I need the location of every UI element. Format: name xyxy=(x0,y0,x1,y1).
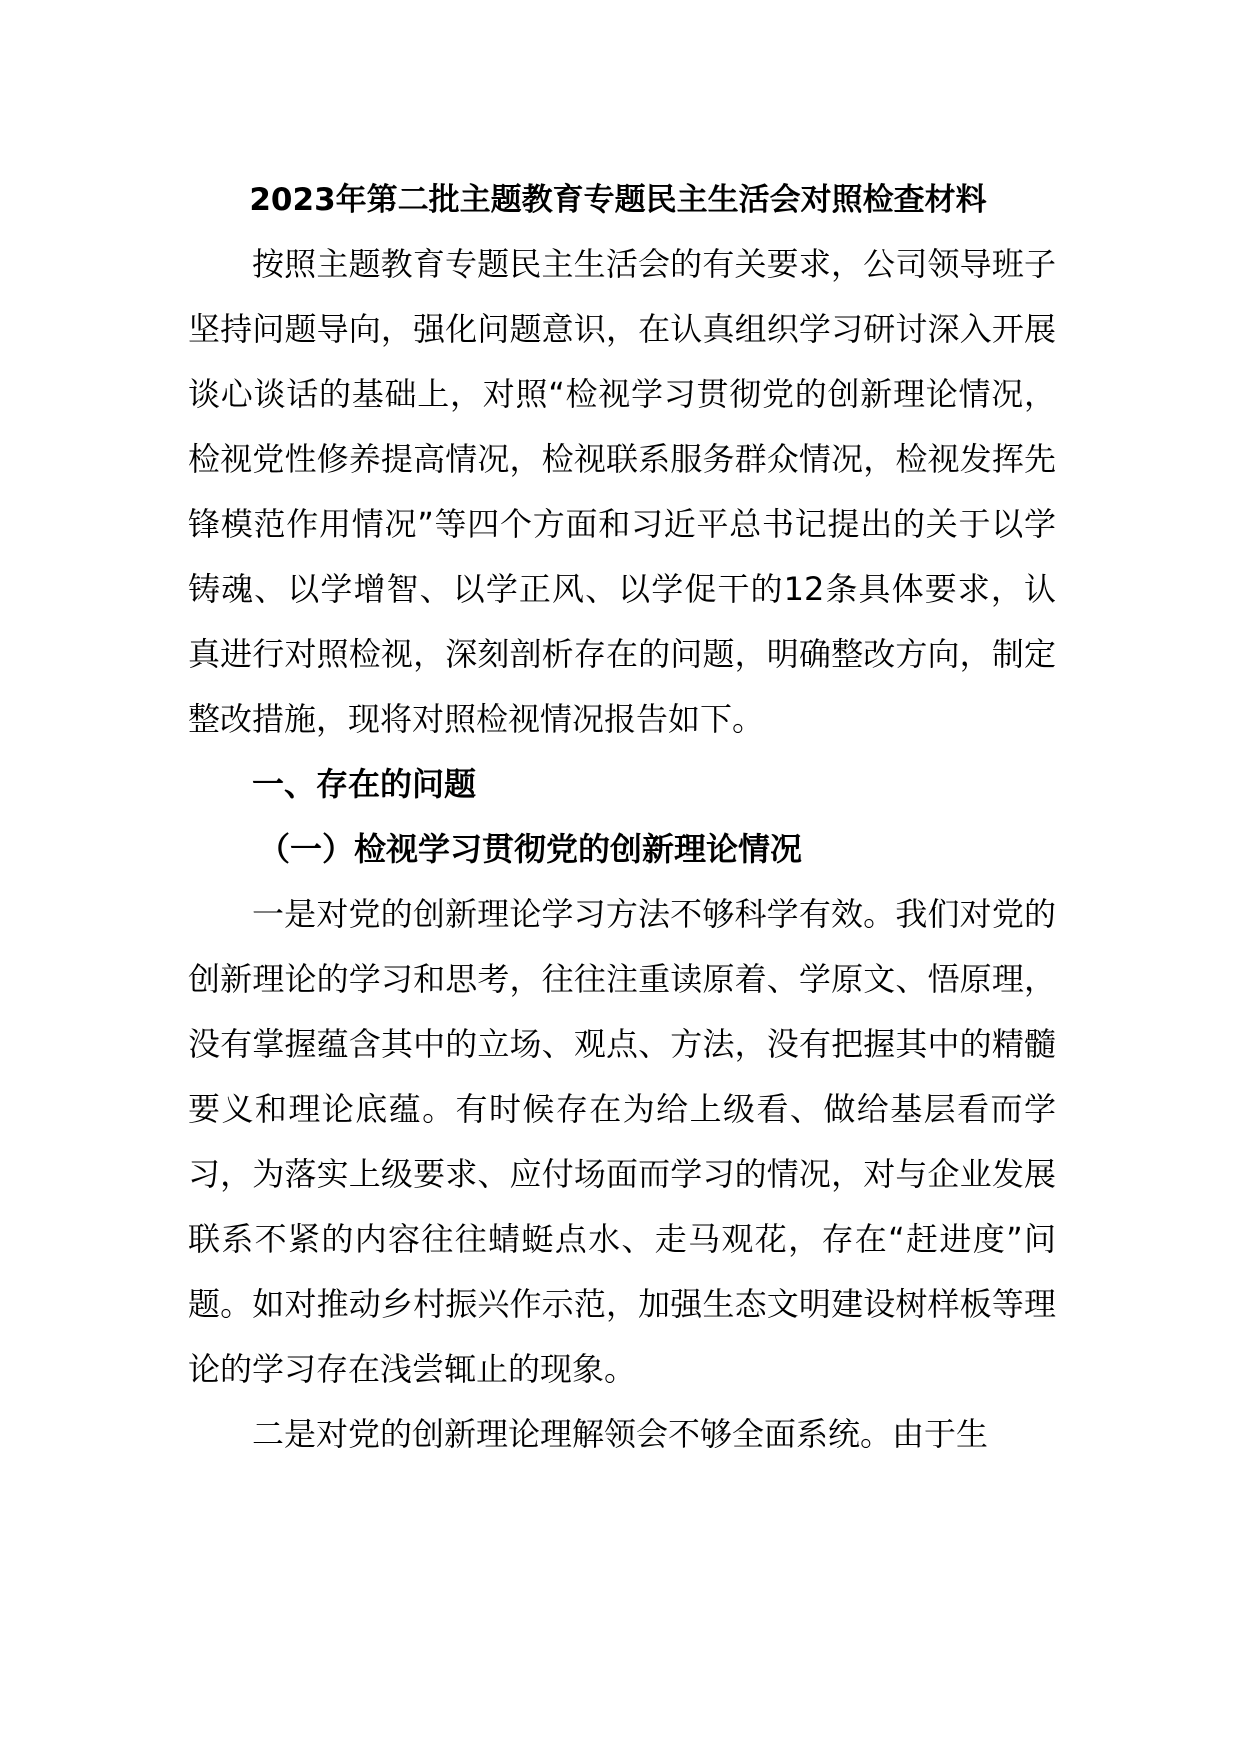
point-two-paragraph: 二是对党的创新理论理解领会不够全面系统。由于生 xyxy=(252,1415,989,1453)
subsection-heading-theory: （一）检视学习贯彻党的创新理论情况 xyxy=(258,830,803,868)
document-title: 2023年第二批主题教育专题民主生活会对照检查材料 xyxy=(249,182,987,218)
section-heading-problems: 一、存在的问题 xyxy=(252,765,477,803)
point-one-paragraph: 一是对党的创新理论学习方法不够科学有效。我们对党的创新理论的学习和思考，往往注重读原着、学原文、悟原理，没有掌握蕴含其中的立场、观点、方法，没有把握其中的精髓要义和理论底蕴。有时候存在为给上级看、做给基层看而学习，为落实上级要求、应付场面而学习的情况，对与企业发展联系不紧的内容往往蜻蜓点水、走马观花，存在“赶进度”问题。如对推动乡村振兴作示范，加强生态文明建设树样板等理论的学习存在浅尝辄止的现象。 xyxy=(188,895,1056,1388)
document-body xyxy=(188,168,1056,1467)
intro-paragraph: 按照主题教育专题民主生活会的有关要求，公司领导班子坚持问题导向，强化问题意识，在认真组织学习研讨深入开展谈心谈话的基础上，对照“检视学习贯彻党的创新理论情况，检视党性修养提高情况，检视联系服务群众情况，检视发挥先锋模范作用情况”等四个方面和习近平总书记提出的关于以学铸魂、以学增智、以学正风、以学促干的12条具体要求，认真进行对照检视，深刻剖析存在的问题，明确整改方向，制定整改措施，现将对照检视情况报告如下。 xyxy=(188,245,1056,738)
